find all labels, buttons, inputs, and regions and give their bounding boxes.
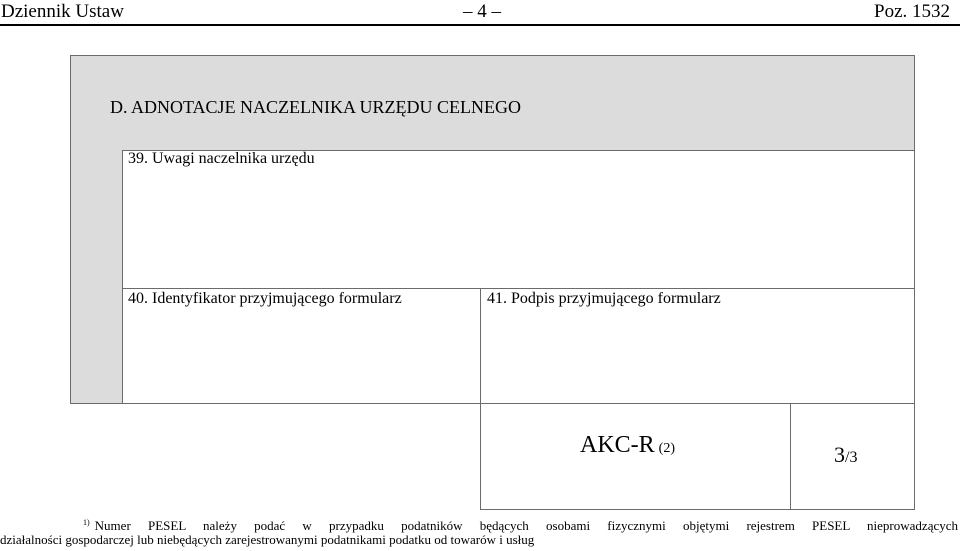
section-d-title: D. ADNOTACJE NACZELNIKA URZĘDU CELNEGO (110, 97, 522, 117)
form-page-current: 3 (834, 442, 845, 467)
journal-title: Dziennik Ustaw (1, 1, 124, 22)
field-40-label: 40. Identyfikator przyjmującego formularz (128, 290, 402, 307)
form-page-total: /3 (845, 449, 858, 466)
page-number: – 4 – (463, 1, 501, 22)
form-code-variant: (2) (658, 441, 675, 456)
footnote-marker: 1) (83, 518, 90, 527)
header-rule (0, 24, 960, 26)
form-code (580, 432, 675, 459)
field-39-remarks-box[interactable] (122, 150, 915, 289)
field-39-label: 39. Uwagi naczelnika urzędu (128, 150, 315, 167)
footnote-text-1: Numer PESEL należy podać w przypadku podatników będących osobami fizycznymi objętymi rejestrem PESEL nieprowadzących (94, 518, 958, 533)
form-page (834, 442, 857, 468)
footnote-line-2: działalności gospodarczej lub niebędących zarejestrowanymi podatnikami podatku od towarów i usług (0, 532, 535, 547)
position-number: Poz. 1532 (874, 1, 950, 22)
form-code-name: AKC-R (580, 432, 655, 458)
field-41-label: 41. Podpis przyjmującego formularz (487, 290, 721, 307)
